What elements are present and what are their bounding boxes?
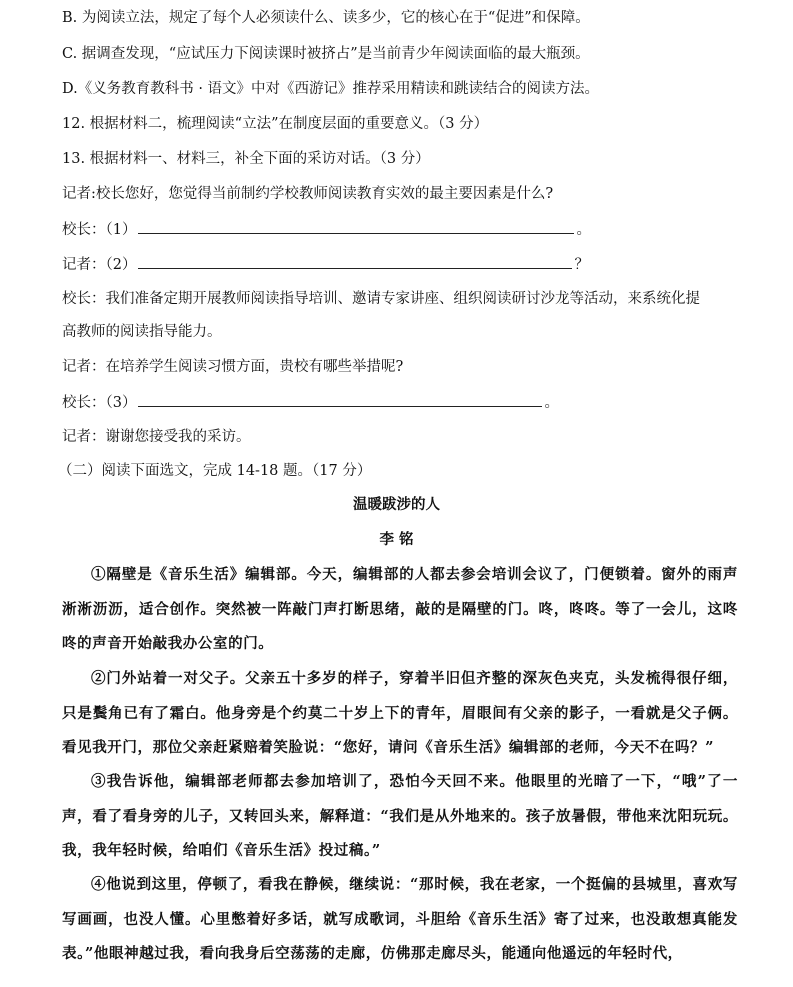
question-2-prefix: 记者：（2）: [62, 257, 137, 273]
section-2-heading: （二）阅读下面选文，完成 14-18 题。（17 分）: [58, 463, 372, 479]
story-paragraph-2: ②门外站着一对父子。父亲五十多岁的样子，穿着半旧但齐整的深灰色夹克，头发梳得很仔细，只是鬓角已有了霜白。他身旁是个约莫二十岁上下的青年，眉眼间有父亲的影子，一看就是父子俩。看见我开门，那位父亲赶紧赔着笑脸说：“您好，请问《音乐生活》编辑部的老师，今天不在吗？”: [62, 670, 738, 756]
answer-1-suffix: 。: [576, 222, 591, 238]
question-13: 13. 根据材料一、材料三，补全下面的采访对话。（3 分）: [62, 151, 430, 167]
question-2-blank[interactable]: [138, 254, 572, 269]
option-c: C. 据调查发现，“应试压力下阅读课时被挤占”是当前青少年阅读面临的最大瓶颈。: [62, 46, 590, 62]
story-paragraph-4: ④他说到这里，停顿了，看我在静候，继续说：“那时候，我在老家，一个挺偏的县城里，喜欢写写画画，也没人懂。心里憋着好多话，就写成歌词，斗胆给《音乐生活》寄了过来，也没敢想真能发表。”他眼神越过我，看向我身后空荡荡的走廊，仿佛那走廊尽头，能通向他遥远的年轻时代，: [62, 876, 738, 962]
interview-principal-answer-1: [62, 219, 591, 240]
question-12: 12. 根据材料二，梳理阅读“立法”在制度层面的重要意义。（3 分）: [62, 116, 489, 132]
interview-principal-answer-2-line2: 高教师的阅读指导能力。: [62, 324, 222, 340]
answer-3-suffix: 。: [544, 395, 559, 411]
interview-reporter-thanks: 记者：谢谢您接受我的采访。: [62, 429, 251, 445]
option-b: B. 为阅读立法，规定了每个人必须读什么、读多少，它的核心在于“促进”和保障。: [62, 10, 590, 26]
story-paragraph-1: ①隔壁是《音乐生活》编辑部。今天，编辑部的人都去参会培训会议了，门便锁着。窗外的雨声淅淅沥沥，适合创作。突然被一阵敲门声打断思绪，敲的是隔壁的门。咚，咚咚。等了一会儿，这咚咚的声音开始敲我办公室的门。: [62, 566, 738, 652]
interview-principal-answer-3: [62, 392, 559, 413]
interview-principal-answer-2-line1: 校长：我们准备定期开展教师阅读指导培训、邀请专家讲座、组织阅读研讨沙龙等活动，来系统化提: [62, 291, 700, 307]
interview-reporter-question-2: [62, 254, 589, 275]
story-paragraph-3: ③我告诉他，编辑部老师都去参加培训了，恐怕今天回不来。他眼里的光暗了一下，“哦”了一声，看了看身旁的儿子，又转回头来，解释道：“我们是从外地来的。孩子放暑假，带他来沈阳玩玩。我，我年轻时候，给咱们《音乐生活》投过稿。”: [62, 773, 738, 859]
option-d: D.《义务教育教科书 · 语文》中对《西游记》推荐采用精读和跳读结合的阅读方法。: [62, 81, 600, 97]
answer-1-blank[interactable]: [138, 219, 574, 234]
question-2-suffix: ？: [574, 257, 589, 273]
answer-1-prefix: 校长：（1）: [62, 222, 137, 238]
answer-3-prefix: 校长：（3）: [62, 395, 137, 411]
story-author: 李 铭: [379, 531, 414, 548]
interview-reporter-question-3: 记者：在培养学生阅读习惯方面，贵校有哪些举措呢?: [62, 359, 404, 375]
answer-3-blank[interactable]: [138, 392, 542, 407]
interview-reporter-question-1: 记者:校长您好，您觉得当前制约学校教师阅读教育实效的最主要因素是什么?: [62, 186, 554, 202]
story-title: 温暖跋涉的人: [353, 496, 440, 513]
